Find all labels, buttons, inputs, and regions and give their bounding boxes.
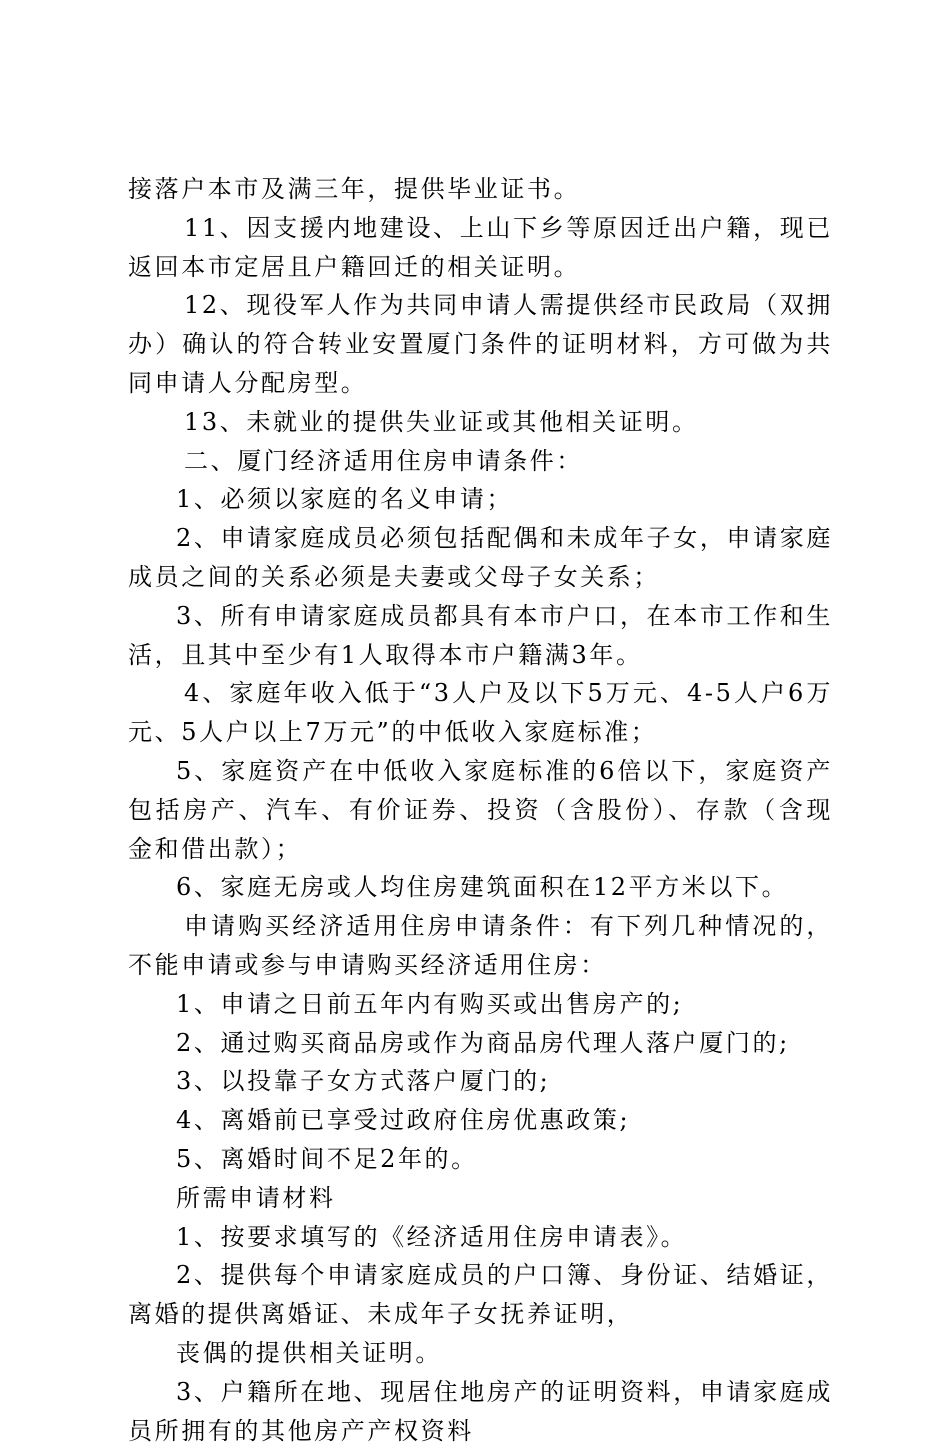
paragraph-10: 5、家庭资产在中低收入家庭标准的6倍以下，家庭资产包括房产、汽车、有价证券、投资（含股份）、存款（含现金和借出款）； [128,756,833,863]
paragraph-16: 4、离婚前已享受过政府住房优惠政策; [176,1106,631,1135]
paragraph-6: 1、必须以家庭的名义申请； [176,485,514,514]
paragraph-2: 11、因支援内地建设、上山下乡等原因迁出户籍，现已返回本市定居且户籍回迁的相关证明。 [128,213,833,281]
paragraph-13: 1、申请之日前五年内有购买或出售房产的; [176,989,684,1018]
paragraph-9: 4、家庭年收入低于“3人户及以下5万元、4-5人户6万元、5人户以上7万元”的中低收入家庭标准； [128,679,833,747]
paragraph-20: 2、提供每个申请家庭成员的户口簿、身份证、结婚证，离婚的提供离婚证、未成年子女抚养证明， [128,1261,833,1329]
document-body [128,170,833,1450]
paragraph-14: 2、通过购买商品房或作为商品房代理人落户厦门的; [176,1028,790,1057]
paragraph-15: 3、以投靠子女方式落户厦门的; [176,1067,551,1096]
paragraph-1: 接落户本市及满三年，提供毕业证书。 [128,175,581,203]
section-heading-2: 二、厦门经济适用住房申请条件： [184,446,583,475]
paragraph-4: 13、未就业的提供失业证或其他相关证明。 [184,407,699,436]
section-heading-materials: 所需申请材料 [176,1183,336,1212]
paragraph-12: 申请购买经济适用住房申请条件：有下列几种情况的，不能申请或参与申请购买经济适用住房： [128,912,833,979]
paragraph-19: 1、按要求填写的《经济适用住房申请表》。 [176,1222,688,1251]
paragraph-3: 12、现役军人作为共同申请人需提供经市民政局（双拥办）确认的符合转业安置厦门条件的证明材料，方可做为共同申请人分配房型。 [128,291,833,397]
paragraph-11: 6、家庭无房或人均住房建筑面积在12平方米以下。 [176,873,789,902]
paragraph-22: 3、户籍所在地、现居住地房产的证明资料，申请家庭成员所拥有的其他房产产权资料 [128,1377,833,1445]
paragraph-7: 2、申请家庭成员必须包括配偶和未成年子女，申请家庭成员之间的关系必须是夫妻或父母子女关系； [128,524,833,591]
paragraph-21: 丧偶的提供相关证明。 [176,1338,442,1367]
paragraph-8: 3、所有申请家庭成员都具有本市户口，在本市工作和生活，且其中至少有1人取得本市户籍满3年。 [128,601,833,669]
paragraph-17: 5、离婚时间不足2年的。 [176,1144,478,1173]
